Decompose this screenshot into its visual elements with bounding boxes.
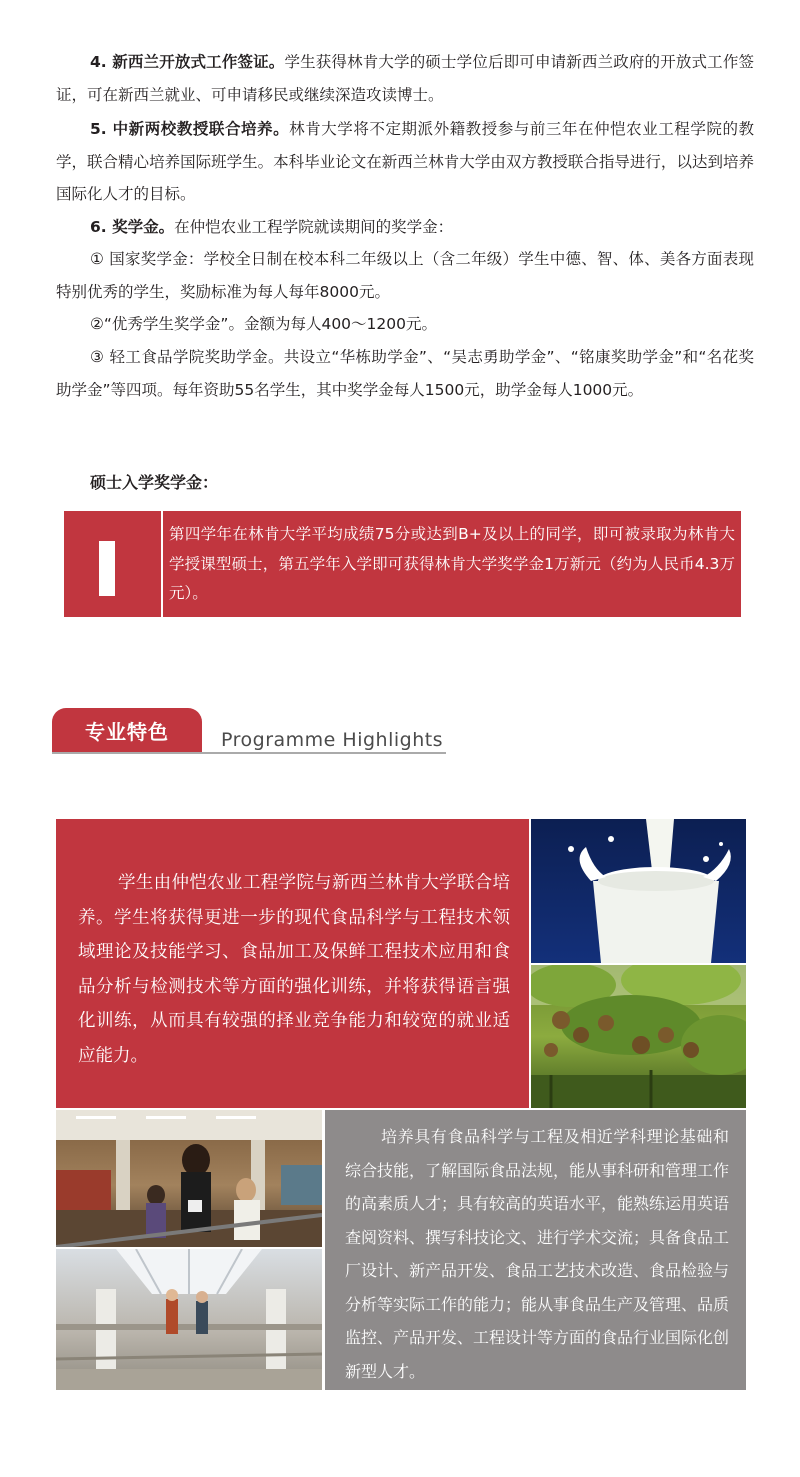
joint-training-text: 学生由仲恺农业工程学院与新西兰林肯大学联合培养。学生将获得更进一步的现代食品科学与工程技术领域理论及技能学习、食品加工及保鲜工程技术应用和食品分析与检测技术等方面的强化训练，并将获得语言强化训练，从而具有较强的择业竞争能力和较宽的就业适应能力。: [78, 873, 510, 1066]
highlights-title-en: Programme Highlights: [221, 729, 444, 751]
roman-numeral-one-icon: [64, 511, 150, 617]
college-grant-paragraph: ③ 轻工食品学院奖助学金。共设立“华栋助学金”、“吴志勇助学金”、“铭康奖助学金”和“名花奖助学金”等四项。每年资助55名学生，其中奖学金每人1500元，助学金每人1000元。: [56, 348, 754, 399]
joint-training-block: [56, 819, 529, 1108]
divider: [161, 511, 163, 617]
library-atrium-image: [56, 1249, 322, 1390]
milk-glass-icon: [531, 819, 746, 963]
national-scholarship-paragraph: ① 国家奖学金：学校全日制在校本科二年级以上（含二年级）学生中德、智、体、美各方面表现特别优秀的学生，奖励标准为每人每年8000元。: [56, 250, 754, 301]
highlights-title-cn: 专业特色: [52, 708, 202, 752]
scholarship-paragraph: 6. 奖学金。在仲恺农业工程学院就读期间的奖学金：: [90, 218, 454, 236]
library-atrium-icon: [56, 1249, 322, 1390]
joint-training-paragraph: 5. 中新两校教授联合培养。林肯大学将不定期派外籍教授参与前三年在仲恺农业工程学院的教学，联合精心培养国际班学生。本科毕业论文在新西兰林肯大学由双方教授联合指导进行，以达到培养国际化人才的目标。: [56, 120, 754, 203]
section-rule: [52, 752, 446, 754]
library-students-image: [56, 1110, 322, 1247]
master-scholarship-heading: 硕士入学奖学金：: [90, 473, 219, 492]
milk-glass-image: [531, 819, 746, 963]
kiwi-vine-image: [531, 965, 746, 1108]
training-objectives-text: 培养具有食品科学与工程及相近学科理论基础和综合技能，了解国际食品法规，能从事科研和管理工作的高素质人才；具有较高的英语水平，能熟练运用英语查阅资料、撰写科技论文、进行学术交流；具备食品工厂设计、新产品开发、食品工艺技术改造、食品检验与分析等实际工作的能力；能从事食品生产及管理、品质监控、产品开发、工程设计等方面的食品行业国际化创新型人才。: [345, 1127, 730, 1381]
master-scholarship-text: 第四学年在林肯大学平均成绩75分或达到B+及以上的同学，即可被录取为林肯大学授课型硕士，第五学年入学即可获得林肯大学奖学金1万新元（约为人民币4.3万元）。: [169, 525, 735, 602]
master-scholarship-box: [64, 511, 741, 617]
excellent-student-paragraph: ②“优秀学生奖学金”。金额为每人400～1200元。: [90, 315, 437, 333]
training-objectives-block: [325, 1110, 746, 1390]
kiwi-vine-icon: [531, 965, 746, 1108]
visa-paragraph: 4. 新西兰开放式工作签证。学生获得林肯大学的硕士学位后即可申请新西兰政府的开放式工作签证，可在新西兰就业、可申请移民或继续深造攻读博士。: [56, 53, 754, 104]
library-icon: [56, 1110, 322, 1247]
